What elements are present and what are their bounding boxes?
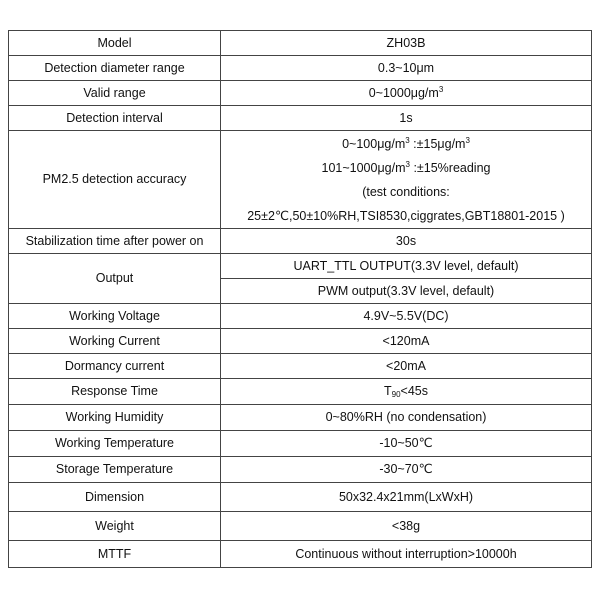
table-row bbox=[9, 229, 592, 254]
row-label: Working Current bbox=[9, 329, 221, 354]
accuracy-line: 25±2℃,50±10%RH,TSI8530,ciggrates,GBT18801-2015 ) bbox=[247, 208, 565, 223]
table-row bbox=[9, 541, 592, 568]
row-label: Valid range bbox=[9, 81, 221, 106]
table-row bbox=[9, 131, 592, 229]
row-value: <20mA bbox=[221, 354, 592, 379]
row-label: Working Humidity bbox=[9, 405, 221, 431]
row-label: Working Voltage bbox=[9, 304, 221, 329]
table-row bbox=[9, 329, 592, 354]
row-value: 4.9V~5.5V(DC) bbox=[221, 304, 592, 329]
row-value: T90<45s bbox=[221, 379, 592, 405]
table-row bbox=[9, 254, 592, 279]
row-label: Output bbox=[9, 254, 221, 304]
row-value: 50x32.4x21mm(LxWxH) bbox=[221, 483, 592, 512]
row-label: MTTF bbox=[9, 541, 221, 568]
row-value: ZH03B bbox=[221, 31, 592, 56]
row-value: 1s bbox=[221, 106, 592, 131]
table-row bbox=[9, 405, 592, 431]
accuracy-line: $101\sim 1000\mu g/m^3$ :±15%reading bbox=[321, 159, 491, 175]
table-row bbox=[9, 379, 592, 405]
row-label: Model bbox=[9, 31, 221, 56]
row-value: $0\sim 1000\mu g/m^3$ bbox=[221, 81, 592, 106]
spec-table bbox=[8, 30, 592, 568]
table-row bbox=[9, 304, 592, 329]
accuracy-line: (test conditions: bbox=[362, 184, 450, 199]
table-row bbox=[9, 106, 592, 131]
row-value: -30~70℃ bbox=[221, 457, 592, 483]
row-label: Dimension bbox=[9, 483, 221, 512]
table-row bbox=[9, 354, 592, 379]
table-row bbox=[9, 56, 592, 81]
table-row bbox=[9, 483, 592, 512]
row-value: 0~80%RH (no condensation) bbox=[221, 405, 592, 431]
row-label: Storage Temperature bbox=[9, 457, 221, 483]
table-row bbox=[9, 512, 592, 541]
row-value: UART_TTL OUTPUT(3.3V level, default) bbox=[221, 254, 592, 279]
row-value: 30s bbox=[221, 229, 592, 254]
row-value: 0.3~10μm bbox=[221, 56, 592, 81]
row-label: Detection interval bbox=[9, 106, 221, 131]
row-label: Working Temperature bbox=[9, 431, 221, 457]
accuracy-cell bbox=[221, 131, 592, 229]
row-label: Dormancy current bbox=[9, 354, 221, 379]
row-value: <38g bbox=[221, 512, 592, 541]
table-row bbox=[9, 457, 592, 483]
table-row bbox=[9, 431, 592, 457]
row-label: PM2.5 detection accuracy bbox=[9, 131, 221, 229]
table-row bbox=[9, 31, 592, 56]
row-value: Continuous without interruption>10000h bbox=[221, 541, 592, 568]
table-row bbox=[9, 81, 592, 106]
row-label: Weight bbox=[9, 512, 221, 541]
row-label: Detection diameter range bbox=[9, 56, 221, 81]
row-value: -10~50℃ bbox=[221, 431, 592, 457]
row-label: Response Time bbox=[9, 379, 221, 405]
row-value: PWM output(3.3V level, default) bbox=[221, 279, 592, 304]
row-value: <120mA bbox=[221, 329, 592, 354]
row-label: Stabilization time after power on bbox=[9, 229, 221, 254]
accuracy-line: $0\sim 100\mu g/m^3$ $:\pm 15\mu g/m^3$ bbox=[342, 135, 470, 151]
